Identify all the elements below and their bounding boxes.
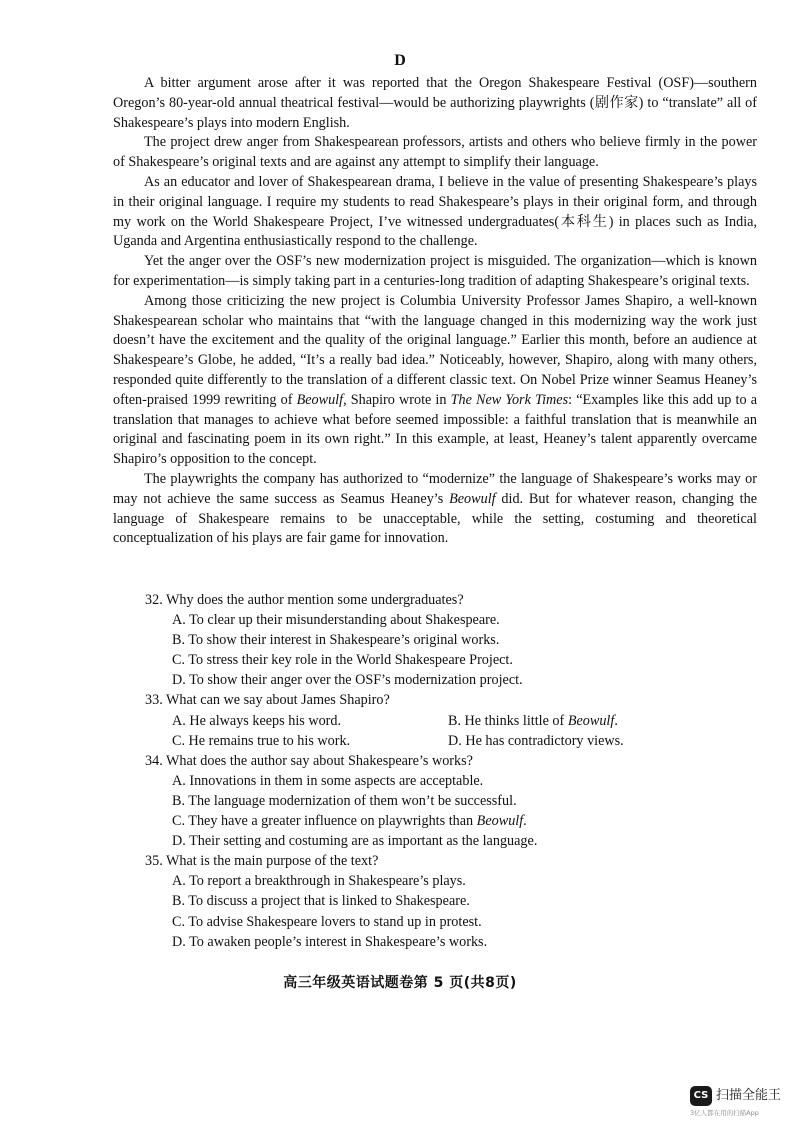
text-run: C. To stress their key role in the World Shakespeare Project. — [172, 652, 513, 669]
text-run: Yet the anger over the OSF’s new modernization project is misguided. The organization—which is known for experimentation—is simply taking part in a centuries-long tradition of adapting Shakespeare’s original texts. — [113, 253, 757, 289]
question-block — [145, 851, 755, 951]
question-block — [145, 690, 755, 750]
text-run: C. He remains true to his work. — [172, 732, 351, 749]
answer-option — [172, 831, 755, 851]
passage-paragraph — [113, 252, 757, 292]
italic-title: Beowulf — [296, 391, 344, 408]
answer-option — [172, 670, 755, 690]
text-run: . — [614, 712, 618, 729]
text-run: , Shapiro wrote in — [343, 391, 451, 408]
scanner-watermark — [686, 1084, 796, 1124]
answer-option — [172, 932, 755, 952]
answer-option — [172, 912, 755, 932]
answer-option — [172, 630, 755, 650]
answer-option — [172, 650, 755, 670]
text-run: As an educator and lover of Shakespearean drama, I believe in the value of presenting Shakespeare’s plays in their original language. I require my students to read Shakespeare’s plays in their original form, and through my work on the World Shakespeare Project, I’ve witnessed undergraduates(本科生) in places such as India, Uganda and Argentina enthusiastically respond to the challenge. — [113, 173, 757, 250]
question-list — [145, 590, 755, 952]
text-run: B. To discuss a project that is linked to Shakespeare. — [172, 893, 470, 910]
text-run: C. To advise Shakespeare lovers to stand up in protest. — [172, 913, 482, 930]
question-block — [145, 751, 755, 851]
answer-option — [172, 811, 755, 831]
answer-option — [448, 731, 748, 751]
text-run: A. He always keeps his word. — [172, 712, 342, 729]
reading-passage — [113, 74, 757, 549]
page-footer: 高三年级英语试题卷第 5 页(共8页) — [283, 975, 517, 991]
text-run: did. But for whatever reason, changing the language of Shakespeare remains to be unacceptable, while the setting, costuming and theoretical conceptualization of his plays are fair game for innovation. — [113, 490, 757, 547]
text-run: A. Innovations in them in some aspects are acceptable. — [172, 772, 484, 789]
answer-options — [172, 610, 755, 690]
text-run: D. To show their anger over the OSF’s modernization project. — [172, 672, 523, 689]
answer-option — [172, 771, 755, 791]
answer-options — [172, 771, 755, 851]
passage-paragraph — [113, 74, 757, 133]
watermark-slogan: 3亿人都在用的扫描App — [690, 1109, 759, 1117]
text-run: A bitter argument arose after it was reported that the Oregon Shakespeare Festival (OSF)—southern Oregon’s 80-year-old annual theatrical festival—would be authorizing playwrights (剧作家) to “translate” all of Shakespeare’s plays into modern English. — [113, 75, 757, 131]
text-run: : “Examples like this add up to a translation that manages to achieve what before seemed impossible: a faithful translation that is meanwhile an original and fascinating poem in its own right.” In this example, at least, Heaney’s talent apparently overcame Shapiro’s opposition to the concept. — [113, 391, 757, 468]
section-heading: D — [394, 52, 406, 69]
answer-option — [172, 871, 755, 891]
passage-paragraph — [113, 292, 757, 470]
passage-paragraph — [113, 470, 757, 549]
text-run: D. Their setting and costuming are as important as the language. — [172, 833, 538, 850]
text-run: B. He thinks little of — [448, 712, 568, 729]
text-run: C. They have a greater influence on playwrights than — [172, 813, 477, 830]
text-run: A. To clear up their misunderstanding about Shakespeare. — [172, 612, 500, 629]
italic-title: The New York Times — [450, 391, 569, 408]
text-run: B. To show their interest in Shakespeare’s original works. — [172, 632, 500, 649]
italic-title: Beowulf — [476, 813, 524, 830]
text-run: D. To awaken people’s interest in Shakespeare’s works. — [172, 933, 488, 950]
question-stem: 32. Why does the author mention some undergraduates? — [145, 592, 464, 608]
question-stem: 33. What can we say about James Shapiro? — [145, 692, 390, 709]
answer-options — [172, 711, 755, 751]
answer-options — [172, 871, 755, 951]
question-stem: 35. What is the main purpose of the text? — [145, 853, 379, 870]
passage-paragraph — [113, 133, 757, 173]
text-run: The playwrights the company has authorized to “modernize” the language of Shakespeare’s works may or may not achieve the same success as Seamus Heaney’s — [113, 470, 757, 507]
text-run: D. He has contradictory views. — [448, 732, 624, 749]
text-run: B. The language modernization of them won’t be successful. — [172, 792, 517, 809]
text-run: Among those criticizing the new project is Columbia University Professor James Shapiro, a well-known Shakespearean scholar who maintains that “with the language changed in this modernizing way the work just doesn’t have the excitement and the quality of the original language.” Earlier this month, before an audience at Shakespeare’s Globe, he added, “It’s a really bad idea.” Noticeably, however, Shapiro, along with many others, responded quite differently to the translation of a different classic text. On Nobel Prize winner Seamus Heaney’s often-praised 1999 rewriting of — [113, 292, 757, 408]
camscanner-logo-icon: CS — [690, 1086, 712, 1106]
answer-option — [172, 711, 448, 731]
answer-option — [172, 891, 755, 911]
answer-option — [172, 610, 755, 630]
passage-paragraph — [113, 173, 757, 252]
italic-title: Beowulf — [449, 490, 496, 507]
answer-option — [448, 711, 748, 731]
question-stem: 34. What does the author say about Shakespeare’s works? — [145, 752, 473, 769]
question-block — [145, 590, 755, 690]
text-run: The project drew anger from Shakespearean professors, artists and others who believe firmly in the power of Shakespeare’s original texts and are against any attempt to simplify their language. — [113, 134, 757, 171]
answer-option — [172, 791, 755, 811]
watermark-brand: 扫描全能王 — [716, 1088, 782, 1103]
text-run: . — [523, 813, 527, 830]
italic-title: Beowulf — [567, 712, 615, 729]
answer-option — [172, 731, 448, 751]
text-run: A. To report a breakthrough in Shakespeare’s plays. — [172, 873, 466, 890]
